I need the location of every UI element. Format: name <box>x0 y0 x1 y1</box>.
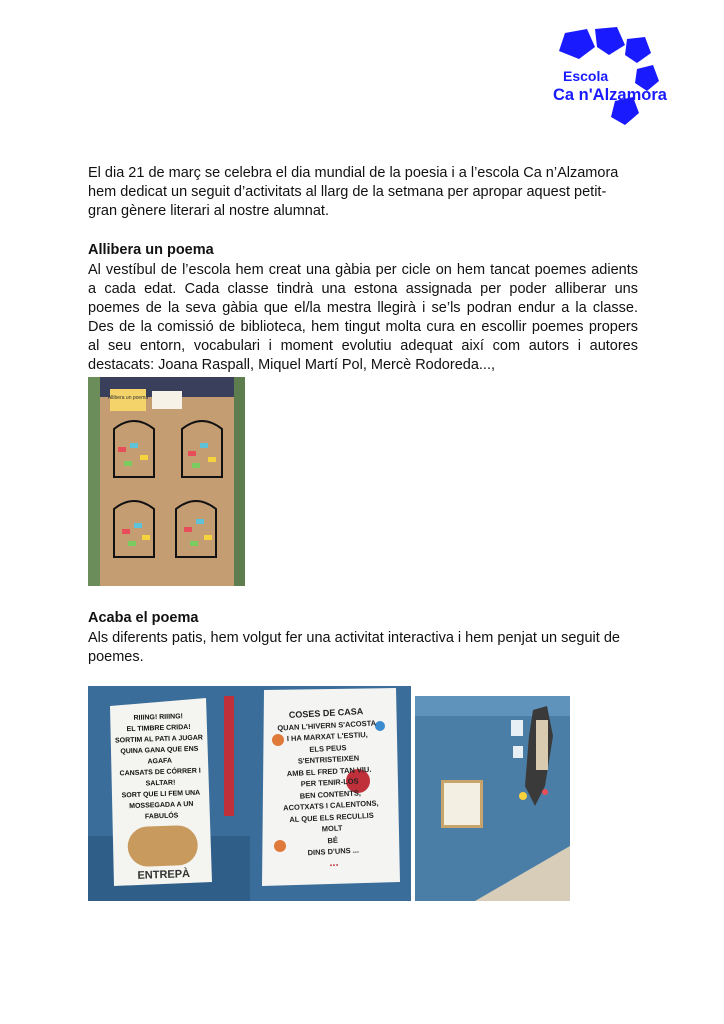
cage-sign-text: Allibera un poema <box>107 395 149 401</box>
intro-line1: El dia 21 de març se celebra el dia mundial de la poesia i a l’escola Ca n’Alzamora <box>88 165 619 181</box>
intro-line2: hem dedicat un seguit d’activitats al llarg de la setmana per apropar aquest petit- <box>88 184 607 200</box>
poem-poster-photo-2 <box>250 686 411 901</box>
poster1-line6: SALTAR! <box>145 779 176 788</box>
poster2-line1: QUAN L'HIVERN S'ACOSTA <box>277 718 377 733</box>
poster1-line2: EL TIMBRE CRIDA! <box>126 723 191 734</box>
poster2-line2: I HA MARXAT L'ESTIU, <box>286 729 368 744</box>
poster1-line1: RIIING! RIIING! <box>133 713 184 722</box>
poster2-line6: BEN CONTENTS, <box>299 787 362 801</box>
poster1-line7: SORT QUE LI FEM UNA <box>121 789 201 800</box>
poster2-line8: AL QUE ELS RECULLIS MOLT <box>289 810 374 834</box>
poster2-footer: ... <box>328 856 339 869</box>
poster1-footer: ENTREPÀ <box>137 868 191 882</box>
poem-poster-photo-1 <box>88 686 250 901</box>
section2-line2: poemes. <box>88 649 144 665</box>
intro-line3: gran gènere literari al nostre alumnat. <box>88 203 329 219</box>
section1-line3: poemes de la seva gàbia que el/la mestra llegirà i se’ls podran endur a la classe. <box>88 300 638 316</box>
section1-line1: Al vestíbul de l’escola hem creat una gàbia per cicle on hem tancat poemes adients <box>88 262 638 278</box>
section1-line4: Des de la comissió de biblioteca, hem tingut molta cura en escollir poemes propers <box>88 319 638 335</box>
poster2-title: COSES DE CASA <box>288 706 364 721</box>
poster2-line7: ACOTXATS I CALENTONS, <box>282 798 379 813</box>
logo-line1: Escola <box>563 68 609 84</box>
section1-line2: a cada edat. Cada classe tindrà una estona assignada per poder alliberar uns <box>88 281 638 297</box>
poster2-line10: DINS D'UNS ... <box>307 845 360 858</box>
poster2-line3: ELS PEUS S'ENTRISTEIXEN <box>297 742 360 766</box>
poster1-line3: SORTIM AL PATI A JUGAR <box>114 734 204 745</box>
poster1-line8: MOSSEGADA A UN FABULÓS <box>129 800 194 821</box>
section2-title: Acaba el poema <box>88 610 199 626</box>
poster1-line5: CANSATS DE CÓRRER I <box>119 767 201 778</box>
poster2-line9: BÉ <box>327 835 339 845</box>
cages-photo <box>88 377 245 586</box>
logo-line2: Ca n'Alzamora <box>553 86 667 104</box>
poster2-line4: AMB EL FRED TAN VIU. <box>286 764 372 778</box>
poem-wall-photo-3 <box>415 696 570 901</box>
section1-title: Allibera un poema <box>88 242 214 258</box>
section2-line1: Als diferents patis, hem volgut fer una activitat interactiva i hem penjat un seguit de <box>88 630 620 646</box>
section1-line6: destacats: Joana Raspall, Miquel Martí Pol, Mercè Rodoreda..., <box>88 357 495 373</box>
section1-line5: al seu entorn, vocabulari i moment evolutiu adequat així com autors i autores <box>88 338 638 354</box>
poster2-line5: PER TENIR-LOS <box>300 776 359 789</box>
sandwich-illustration <box>127 825 198 867</box>
poster1-line4: QUINA GANA QUE ENS AGAFA <box>120 745 199 766</box>
